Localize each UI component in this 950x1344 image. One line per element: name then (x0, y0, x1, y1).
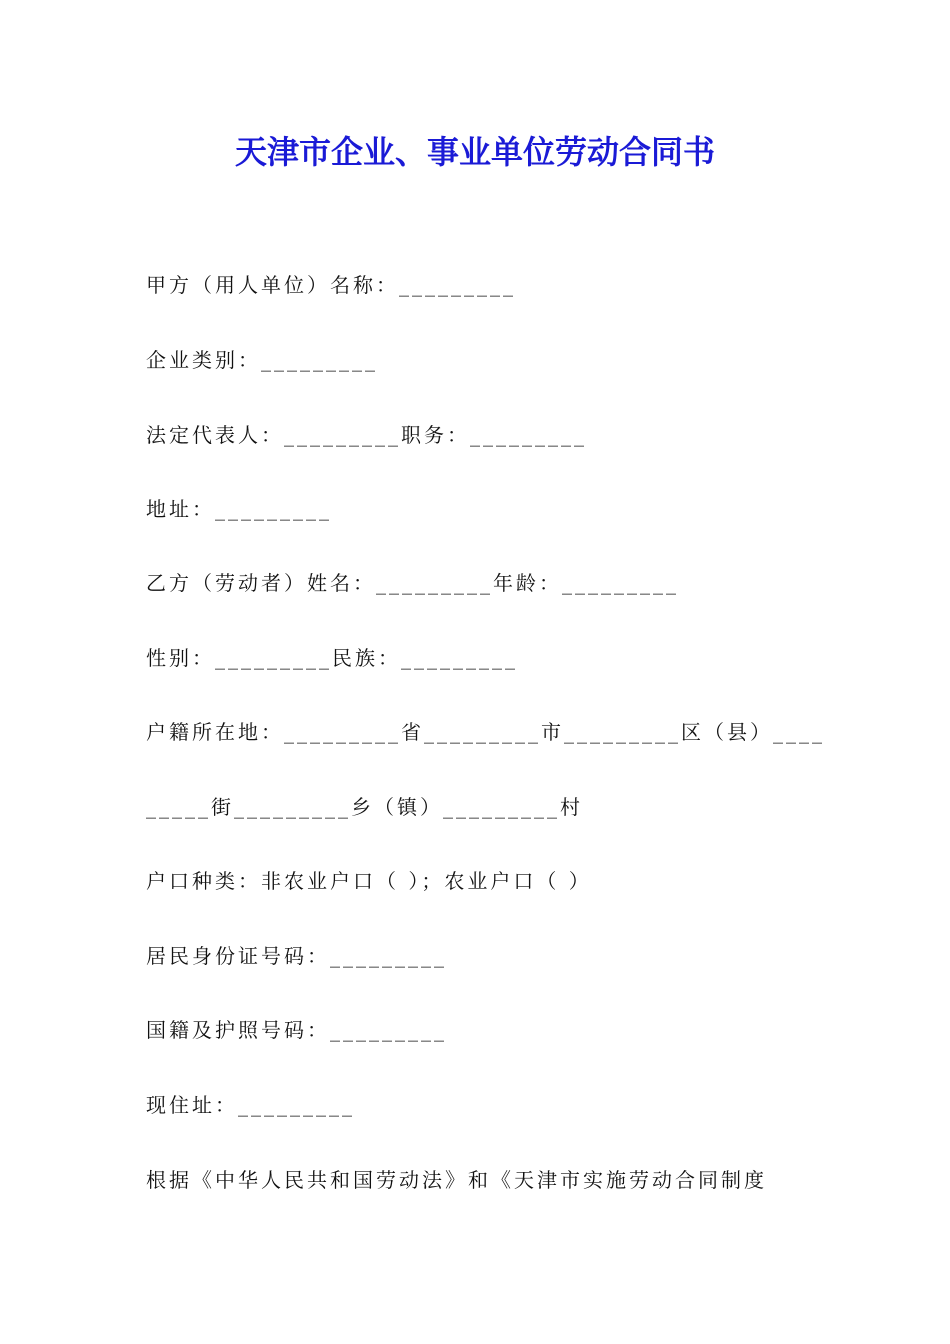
id-card-number-line: 居民身份证号码：_________ (146, 944, 447, 968)
current-address-line: 现住址：_________ (146, 1093, 355, 1117)
household-registration-line: 户籍所在地：_________省_________市_________区（县）____ (146, 720, 825, 744)
legal-representative-line: 法定代表人：_________职务：_________ (146, 423, 587, 447)
enterprise-category-line: 企业类别：_________ (146, 348, 378, 372)
employer-name-line: 甲方（用人单位）名称：_________ (146, 273, 516, 297)
employee-name-age-line: 乙方（劳动者）姓名：_________年龄：_________ (146, 571, 679, 595)
address-line: 地址：_________ (146, 497, 332, 521)
household-registration-line-continued: _____街_________乡（镇）_________村 (146, 795, 583, 819)
body-paragraph-line: 根据《中华人民共和国劳动法》和《天津市实施劳动合同制度 (146, 1168, 767, 1192)
household-type-line: 户口种类：非农业户口（ ）；农业户口（ ） (146, 869, 592, 893)
document-title: 天津市企业、事业单位劳动合同书 (234, 133, 715, 171)
gender-ethnicity-line: 性别：_________民族：_________ (146, 646, 518, 670)
nationality-passport-line: 国籍及护照号码：_________ (146, 1018, 447, 1042)
